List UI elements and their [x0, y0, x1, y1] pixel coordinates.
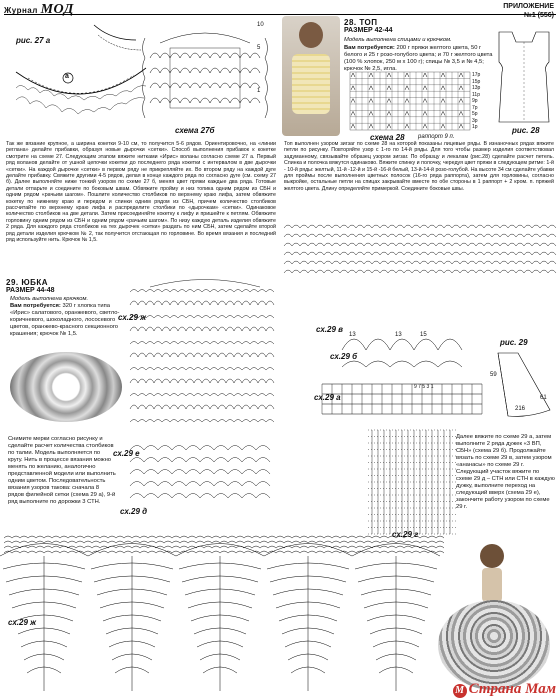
fig29-dim: 216 — [515, 406, 526, 412]
scheme29zh-diagram — [130, 282, 280, 442]
skirt29-main-diagram — [4, 536, 444, 696]
scheme29abv-diagram — [282, 322, 492, 417]
fig29-dim: 61 — [540, 395, 547, 401]
row-label: 9р — [472, 98, 478, 104]
scheme29b-label: сх.29 б — [330, 352, 358, 361]
row-num: 1 — [430, 384, 434, 390]
scheme29g-diagram — [368, 430, 456, 538]
fig29-label: рис. 29 — [500, 338, 528, 347]
sch29v-num: 13 — [395, 332, 402, 338]
site-watermark — [453, 681, 556, 698]
skirt29-title: 29. ЮБКА — [6, 278, 49, 287]
issue-header — [503, 2, 554, 20]
scheme29zh-bottom-label: сх.29 ж — [8, 618, 37, 627]
top28-materials — [344, 45, 494, 73]
top28-need-text: 200 г пряжи желтого цвета, 50 г белого и 25 г розо-голубого цвета; и 70 г желтого цвета (100 % хлопок, 250 м x 100 г); спицы № 3,5 и № 4,5; крючок № 2,5, игла. — [344, 45, 493, 72]
scheme29zh-label: сх.29 ж — [118, 313, 147, 322]
skirt29-size: РАЗМЕР 44-48 — [6, 287, 55, 294]
watermark-logo: М — [453, 684, 467, 698]
top28-size: РАЗМЕР 42-44 — [344, 27, 393, 34]
row-label: 5р — [472, 111, 478, 117]
watermark-text: Страна Мам — [468, 681, 556, 697]
row-label: 17р — [472, 72, 481, 78]
row-label: 11р — [472, 91, 480, 98]
rapport-label: раппорт 9 п. — [418, 134, 455, 140]
skirt29-materials — [10, 303, 128, 338]
magazine-logo — [4, 2, 74, 18]
circle-a-label: a — [65, 73, 69, 80]
scheme29v-label: сх.29 в — [316, 325, 343, 334]
scheme29d-label: сх.29 д — [120, 507, 148, 516]
crochet-rows-28 — [284, 222, 556, 282]
magazine-logo-big: МОД — [40, 2, 74, 17]
scheme27b-num-top: 10 — [257, 22, 264, 28]
sch29v-num: 15 — [420, 332, 427, 338]
scheme27b-num-bottom: 1 — [257, 88, 261, 94]
row-num: 7 — [418, 384, 421, 390]
row-label: 15р — [472, 78, 481, 85]
scheme27b-num-mid: 5 — [257, 45, 261, 51]
row-num: 5 — [422, 384, 426, 390]
instructions-29-right: Далее вяжите по схеме 29 а, затем выполните 2 ряда дужек «3 ВП, СБН» (схема 29 б). Продолжайте вязать по схеме 29 в, затем узором «ананасы» по схеме 29 г. Следующий участок вяжите по схеме 29 д – СТН или СТН в каждую дужку, выполните переход на следующий вверх (схема 29 е), закончите работу узором по схеме 29 г. — [456, 434, 555, 510]
row-label: 1р — [472, 124, 478, 130]
instructions-29-left: Снимите мерки согласно рисунку и сделайте расчет количества столбиков по талии. Модель выполняется по кругу. Нить в процессе вязания можно менять по желанию, аналогично представленной модели или выполнить одним цветом. Последовательность вязания узоров такова: сначала 8 рядов филейной сетки (схема 29 а), 9-й ряд выполните по дорожки 3 СТН. — [8, 436, 116, 505]
instructions-27: Так же вязание крупное, а ширина кокетки 9-10 см, то получится 5-6 рядов. Ориентировочно, на «линии реглана» делайте прибавки, образуя новые дырочки «сетки». Способ выполнения прибавок к кокетке смотрите на схеме 27. Следующим этапом вяжите нитками «Ирис» воланы согласно схеме 27 а. Первый ряд воланов делайте от ушной цепочки кокетки до последнего ряда кокетки с интервалом в две дырочки «сетки». На каждой дырочке «сетки» в первом ряду не прикрепляйте их. Во втором ряду на каждой дуге делайте прибавку. Свяжите другими 4-5 рядов, делая в конце каждого ряда по согласно дуге (см. схему 27 б). Далее выполняйте ниже тонкий узором по схеме 27 б, меняя цвет пряжи каждые два ряда. Готовые детали отпарьте и соедините по боковым швам. Обвяжите пройму и низ топика одним рядом из СБН и одним рядом «рачьим шагом». Пошлите количество столбиков по верхнему краю лифа, затем обвяжите кокетку по нижнему краю и передом и спинки одним рядом из СБН, причем количество столбиков рассчитайте по верхнему краю лифа и распределите столбики по «дырочкам» «сетки». Одинаковое количество столбиков на две детали. Затем присоединяйте кокетку к лифу и пришейте к петлям. Обвяжите горловину одним рядом из СБН и одним рядом «рачьим шагом». По низу каждую деталь изделия обвяжите 2 ряда. Для каждого ряда столбиков на тех дырочек «сетки» раздать по ним СБН, затем сделайте второй ряд детали изделия крючком № 2, так получится отстающая по горловине. Во время вязания и последний ряд используйте нить. Крючок № 1,5. — [6, 141, 276, 244]
fig28-label: рис. 28 — [512, 126, 540, 135]
top28-model: Модель выполнена спицами и крючком. — [344, 37, 452, 43]
scheme29e-diagram — [130, 440, 280, 510]
magazine-logo-small: Журнал — [4, 6, 38, 15]
scheme29g-label: сх.29 г — [392, 530, 419, 539]
row-label: 3р — [472, 117, 478, 124]
fig29-pattern — [488, 348, 558, 428]
fig27a-diagram — [6, 20, 156, 130]
supplement-label: ПРИЛОЖЕНИЕ — [503, 3, 554, 10]
skirt29-need-text: 320 г хлопка типа «Ирис» салатового, оранжевого, светло-коричневого, шоколадного, лососевого цветов, оранжево-красного секционного крашения; крючок № 1,5. — [10, 303, 120, 337]
top28-title-text: 28. ТОП — [344, 18, 378, 27]
scheme28-row-labels — [472, 72, 486, 131]
scheme27b-diagram — [140, 18, 270, 128]
skirt29-model-photo — [432, 542, 556, 692]
top28-photo — [282, 16, 340, 136]
row-label: 7р — [472, 104, 478, 111]
scheme27b-label: схема 27б — [175, 126, 215, 135]
row-num: 3 — [426, 384, 430, 390]
sch29v-num: 13 — [349, 332, 356, 338]
scheme29a-label: сх.29 а — [314, 393, 341, 402]
top28-title — [344, 18, 378, 27]
scheme28-grid — [350, 72, 480, 132]
skirt29-model: Модель выполнена крючком. — [10, 296, 89, 302]
row-label: 13р — [472, 85, 481, 91]
skirt29-need-label: Вам потребуется: — [10, 303, 61, 309]
row-num: 9 — [414, 384, 417, 390]
sch29a-row-nums — [414, 384, 433, 390]
fig27a-label: рис. 27 а — [16, 36, 51, 45]
scheme29e-label: сх.29 е — [113, 449, 140, 458]
issue-number: №1 (556) — [524, 12, 554, 19]
top28-need-label: Вам потребуется: — [344, 45, 395, 51]
header-rule — [4, 14, 556, 15]
skirt29-photo — [10, 352, 122, 422]
fig29-dim: 59 — [490, 372, 497, 378]
fig28-pattern — [494, 22, 554, 132]
instructions-28: Топ выполнен узором зигзаг по схеме 28 на которой показаны лицевые ряды. В изнаночных рядах вяжите петли по рисунку. Повторяйте узор с 1-го по 14-й ряды. Для того чтобы размер изделия соответствовал задуманному, связывайте образец узором зигзаг. По образцу и лекалам (рис.28) сделайте расчет петель. Спинка и полочка вяжутся одинаково. Вяжите спинку и полочку, чередуя цвет пряжи в следующем ритме: 1-й - 10-й ряды: желтый, 11-й -12-й и 15-й -16-й белый, 13-й-14-й розо-голубой. На высоте 34 см сделайте убавки для проймы после выполнения цветных полосок (16-го ряда раппорта), затем для горловины, согласно выкройке, остальные петли на спицах закрывайте вместе по обе стороны в 1 раппорт + 2 кром. п. пряжей желтого цвета. Длину определяйте примеркой. Соедините боковые швы. — [284, 141, 554, 192]
scheme28-label: схема 28 — [370, 133, 405, 142]
